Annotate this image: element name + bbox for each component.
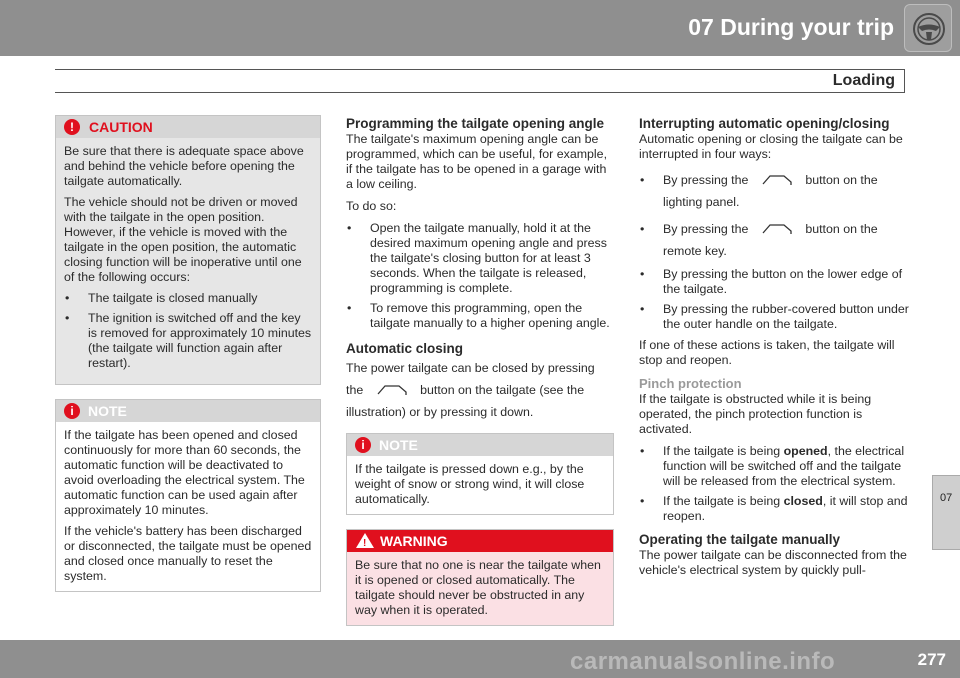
list-item	[639, 169, 909, 213]
list-item: • Open the tailgate manually, hold it at the desired maximum opening angle and press the tailgate's closing button for at least 3 seconds. When the tailgate is released, programming is complete.	[346, 221, 614, 296]
heading-automatic-closing: Automatic closing	[346, 341, 464, 356]
heading-programming: Programming the tailgate opening angle	[346, 116, 605, 131]
note-header	[56, 400, 320, 422]
note-paragraph: If the tailgate is pressed down e.g., by the weight of snow or strong wind, it will close automatically.	[355, 462, 585, 506]
caution-title: CAUTION	[89, 119, 153, 135]
page-number: 277	[917, 650, 946, 669]
info-icon: i	[64, 403, 80, 419]
note-body	[56, 422, 320, 591]
caution-box	[55, 115, 321, 385]
caution-header	[56, 116, 320, 138]
list-item: • The ignition is switched off and the key is removed for approximately 10 minutes (the tailgate will function again after restart).	[64, 311, 312, 371]
caution-paragraph: Be sure that there is adequate space above and behind the vehicle before opening the tailgate automatically.	[64, 144, 304, 188]
watermark-text: carmanualsonline.info	[570, 648, 836, 675]
list-item: • By pressing the rubber-covered button under the outer handle on the tailgate.	[639, 302, 909, 332]
section-title: Loading	[832, 72, 895, 89]
info-icon: i	[355, 437, 371, 453]
section-header-bar	[55, 69, 905, 93]
tailgate-button-icon	[375, 384, 409, 398]
paragraph	[346, 357, 614, 423]
tailgate-button-icon	[760, 174, 794, 188]
warning-title: WARNING	[380, 533, 448, 549]
warning-header	[347, 530, 613, 552]
text-run: If the tailgate is being	[663, 494, 781, 508]
heading-pinch-protection: Pinch protection	[639, 376, 742, 391]
paragraph: Automatic opening or closing the tailgate can be interrupted in four ways:	[639, 132, 903, 161]
warning-box	[346, 529, 614, 626]
caution-paragraph: The vehicle should not be driven or moved with the tailgate in the open position. However, if the vehicle is moved with the tailgate in the open position, the automatic closing function will be inoperative until one of the following occurs:	[64, 195, 302, 284]
text-run: button on the lighting panel.	[663, 173, 878, 209]
text-run: By pressing the	[663, 173, 749, 187]
paragraph: The tailgate's maximum opening angle can be programmed, which can be useful, for example, if the tailgate has to be opened in a garage with a low ceiling.	[346, 132, 608, 191]
list-item: • To remove this programming, open the tailgate manually to a higher opening angle.	[346, 301, 614, 331]
heading-operating-manually: Operating the tailgate manually	[639, 532, 841, 547]
heading-interrupting: Interrupting automatic opening/closing	[639, 116, 890, 131]
list-item	[639, 494, 909, 524]
note-title: NOTE	[88, 403, 127, 419]
chapter-side-tab	[932, 475, 960, 550]
paragraph: If the tailgate is obstructed while it is being operated, the pinch protection function is activated.	[639, 392, 872, 436]
text-run: By pressing the	[663, 222, 749, 236]
list-item: • The tailgate is closed manually	[64, 291, 312, 306]
column-left	[55, 115, 321, 606]
paragraph: The power tailgate can be disconnected from the vehicle's electrical system by quickly pull-	[639, 548, 907, 577]
note-header	[347, 434, 613, 456]
steering-wheel-icon	[904, 4, 952, 52]
text-run: If the tailgate is being	[663, 444, 781, 458]
caution-body	[56, 138, 320, 384]
caution-list	[64, 291, 312, 371]
note-paragraph: If the vehicle's battery has been discharged or disconnected, the tailgate must be opened and closed once manually to reset the system.	[64, 524, 312, 583]
programming-list	[346, 221, 614, 331]
exclamation-icon: !	[64, 119, 80, 135]
warning-body	[347, 552, 613, 625]
column-middle	[346, 116, 614, 640]
column-right	[639, 116, 909, 585]
chapter-tab-label: 07	[940, 492, 953, 504]
text-run: button on the tailgate (see the illustration) or by pressing it down.	[346, 383, 585, 419]
list-item	[639, 444, 909, 489]
note-title: NOTE	[379, 437, 418, 453]
paragraph: To do so:	[346, 199, 397, 213]
text-run: , the electrical function will be switched off and the tailgate will be released from the electrical system.	[663, 444, 905, 488]
note-box	[346, 433, 614, 515]
text-run: , it will stop and reopen.	[663, 494, 908, 523]
interrupting-list	[639, 169, 909, 332]
note-body	[347, 456, 613, 514]
note-paragraph: If the tailgate has been opened and closed continuously for more than 60 seconds, the automatic function will be deactivated to avoid overloading the electrical system. The automatic function can be used again after approximately 10 minutes.	[64, 428, 305, 517]
bold-text: opened	[783, 444, 828, 458]
list-item	[639, 218, 909, 262]
text-run: button on the remote key.	[663, 222, 878, 258]
bold-text: closed	[783, 494, 823, 508]
pinch-list	[639, 444, 909, 524]
warning-triangle-icon: !	[356, 533, 374, 548]
chapter-header-bar	[0, 0, 960, 56]
warning-paragraph: Be sure that no one is near the tailgate when it is opened or closed automatically. The tailgate should never be obstructed in any way when it is operated.	[355, 558, 601, 617]
chapter-title: 07 During your trip	[688, 14, 894, 40]
list-item: • By pressing the button on the lower edge of the tailgate.	[639, 267, 909, 297]
paragraph: If one of these actions is taken, the tailgate will stop and reopen.	[639, 338, 895, 367]
note-box	[55, 399, 321, 592]
tailgate-button-icon	[760, 223, 794, 237]
text-run: The power tailgate can be closed by pressing the	[346, 361, 595, 397]
